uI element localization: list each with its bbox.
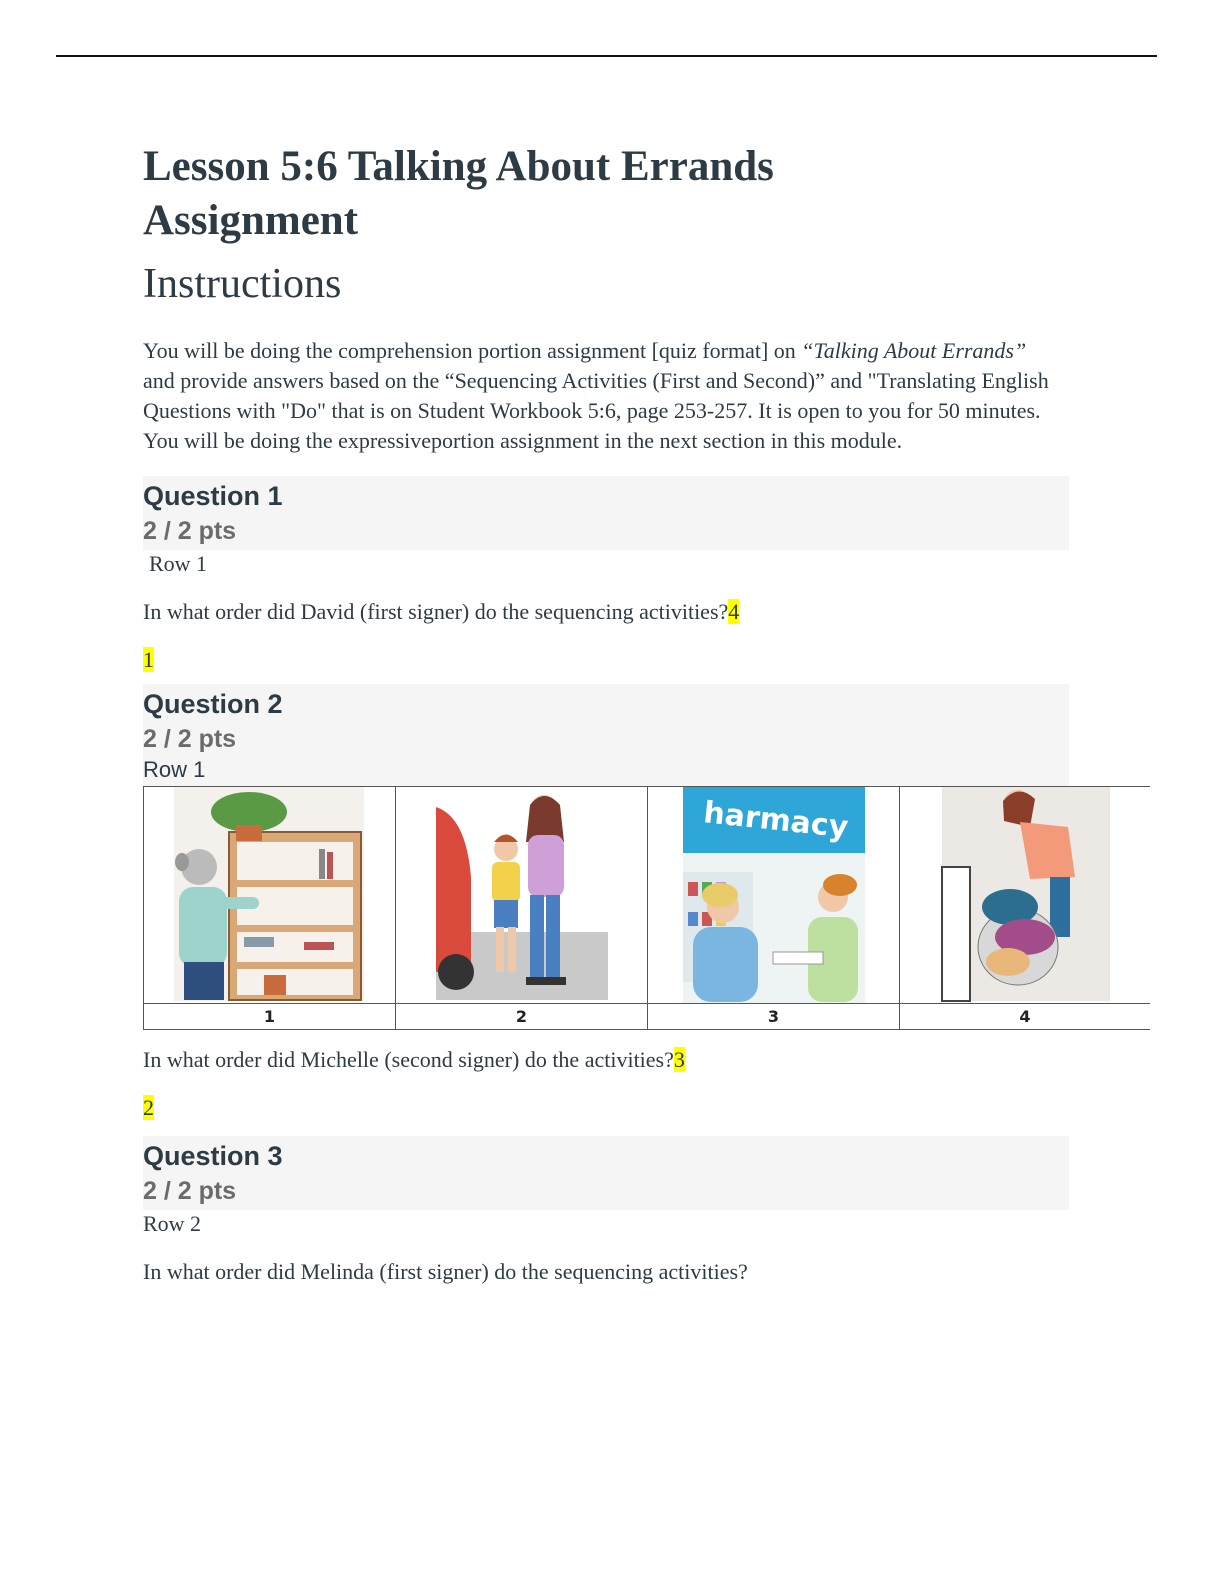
document-body	[143, 140, 1153, 1286]
intro-italic-title: “Talking About Errands”	[801, 338, 1027, 363]
row-label: Row 2	[143, 1211, 202, 1236]
question-text: In what order did Melinda (first signer) do the sequencing activities?	[143, 1259, 748, 1284]
activity-grid	[143, 786, 1150, 1030]
page-title: Lesson 5:6 Talking About Errands Assignment	[143, 143, 774, 244]
activity-number: 4	[1019, 1007, 1031, 1026]
question-2	[143, 684, 1153, 1122]
pharmacy-illustration	[648, 787, 900, 1003]
row-label: Row 1	[149, 551, 208, 576]
activity-numbers	[144, 1003, 1150, 1029]
question-3	[143, 1136, 1153, 1286]
bookshelf-illustration	[144, 787, 396, 1003]
row-label: Row 1	[143, 757, 206, 782]
question-title: Question 2	[143, 689, 283, 719]
answer: 2	[143, 1095, 154, 1120]
question-1	[143, 476, 1153, 674]
inline-answer: 3	[673, 1047, 685, 1072]
inline-answer: 4	[728, 599, 740, 624]
intro-paragraph	[143, 336, 1063, 456]
top-rule	[56, 55, 1157, 57]
laundry-illustration	[900, 787, 1150, 1003]
question-text: In what order did Michelle (second signer) do the activities?3	[143, 1047, 685, 1072]
question-points: 2 / 2 pts	[143, 1177, 237, 1205]
intro-text-2: and provide answers based on the “Sequencing Activities (First and Second)” and "Translating English Questions with "Do" that is on Student Workbook 5:6, page 253-257. It is open to you for 50 minutes. You will be doing the expressiveportion assignment in the next section in this module.	[143, 368, 1049, 453]
activity-pictures	[144, 787, 1150, 1003]
question-points: 2 / 2 pts	[143, 517, 237, 545]
question-header	[143, 476, 1069, 550]
intro-text-1: You will be doing the comprehension portion assignment [quiz format] on	[143, 338, 802, 363]
instructions-heading: Instructions	[143, 261, 342, 307]
question-header	[143, 684, 1069, 786]
walking-child-illustration	[396, 787, 648, 1003]
activity-number: 1	[144, 1004, 396, 1029]
question-points: 2 / 2 pts	[143, 725, 237, 753]
pharmacy-sign: harmacy	[701, 795, 850, 846]
question-header	[143, 1136, 1069, 1210]
answer: 1	[143, 647, 154, 672]
question-title: Question 1	[143, 481, 283, 511]
question-text: In what order did David (first signer) do the sequencing activities?4	[143, 599, 740, 624]
activity-number: 3	[648, 1004, 900, 1029]
question-title: Question 3	[143, 1141, 283, 1171]
activity-number: 2	[396, 1004, 648, 1029]
